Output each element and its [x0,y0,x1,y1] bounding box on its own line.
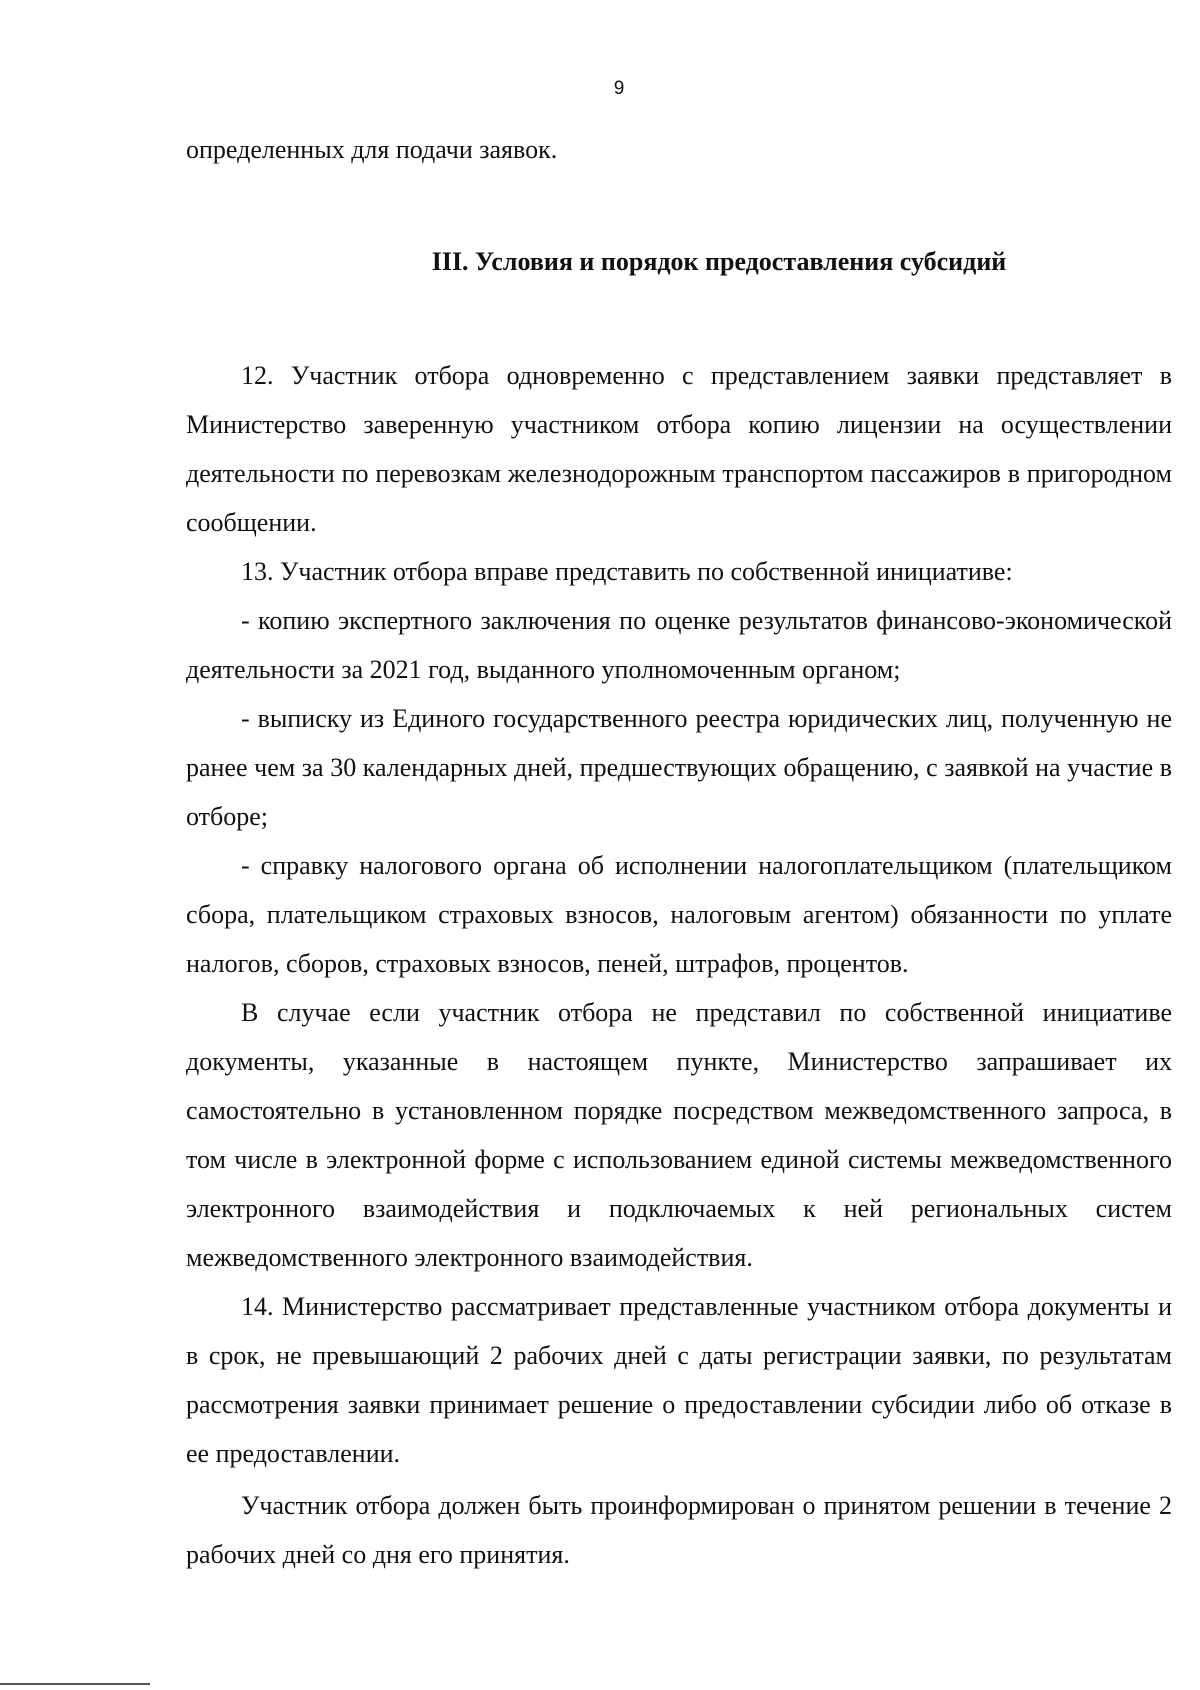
paragraph-14: 14. Министерство рассматривает представленные участником отбора документы и в срок, не превышающий 2 рабочих дней с даты регистрации заявки, по результатам рассмотрения заявки принимает решение о предоставлении субсидии либо об отказе в ее предоставлении. [186,1292,1172,1468]
paragraph-notification: Участник отбора должен быть проинформирован о принятом решении в течение 2 рабочих дней со дня его принятия. [186,1491,1172,1569]
list-item-expert-conclusion: - копию экспертного заключения по оценке результатов финансово-экономической деятельности за 2021 год, выданного уполномоченным органом; [186,606,1172,684]
footer-rule [0,1683,150,1685]
paragraph-13: 13. Участник отбора вправе представить по собственной инициативе: [241,557,1013,586]
continuation-text: определенных для подачи заявок. [186,135,558,164]
document-body [186,125,1172,1579]
section-heading: III. Условия и порядок предоставления субсидий [431,247,1007,276]
page-number: 9 [613,78,625,99]
list-item-egrul-extract: - выписку из Единого государственного реестра юридических лиц, полученную не ранее чем за 30 календарных дней, предшествующих обращению, с заявкой на участие в отборе; [186,704,1172,831]
paragraph-12: 12. Участник отбора одновременно с представлением заявки представляет в Министерство заверенную участником отбора копию лицензии на осуществлении деятельности по перевозкам железнодорожным транспортом пассажиров в пригородном сообщении. [186,361,1172,537]
paragraph-ministry-request: В случае если участник отбора не представил по собственной инициативе документы, указанные в настоящем пункте, Министерство запрашивает их самостоятельно в установленном порядке посредством межведомственного запроса, в том числе в электронной форме с использованием единой системы межведомственного электронного взаимодействия и подключаемых к ней региональных систем межведомственного электронного взаимодействия. [186,998,1172,1272]
list-item-tax-certificate: - справку налогового органа об исполнении налогоплательщиком (плательщиком сбора, плательщиком страховых взносов, налоговым агентом) обязанности по уплате налогов, сборов, страховых взносов, пеней, штрафов, процентов. [186,851,1172,978]
